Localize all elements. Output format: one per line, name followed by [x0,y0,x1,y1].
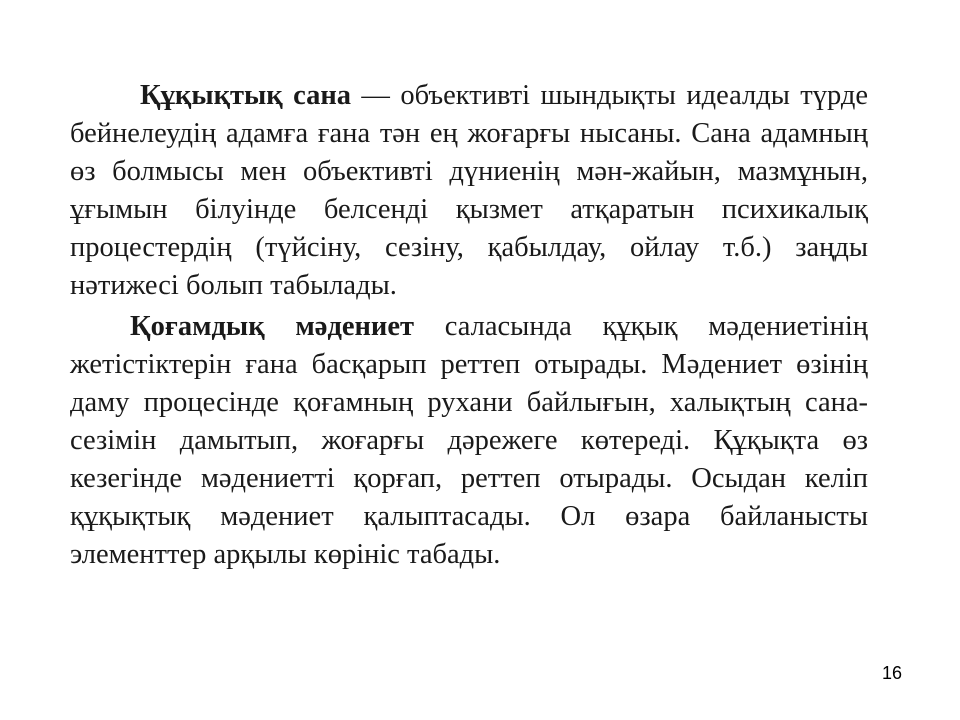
page-number: 16 [881,663,902,683]
paragraph-text: — объективті шындықты идеалды түрде бейнелеудің адамға ғана тән ең жоғарғы нысаны. Сана адамның өз болмысы мен объективті дүниенің мән-жайын, мазмұнын, ұғымын білуінде белсенді қызмет атқаратын психикалық процестердің (түйсіну, сезіну, қабылдау, ойлау т.б.) заңды нәтижесі болып табылады. [70,80,868,301]
paragraph-social-culture [70,308,868,574]
term-social-culture: Қоғамдық мәдениет [130,311,414,342]
paragraph-legal-consciousness [70,77,868,305]
term-legal-consciousness: Құқықтық сана [140,80,352,111]
text-body [70,77,868,574]
paragraph-text: саласында құқық мәдениетінің жетістіктерін ғана басқарып реттеп отырады. Мәдениет өзінің даму процесінде қоғамның рухани байлығын, халықтың сана-сезімін дамытып, жоғарғы дәрежеге көтереді. Құқықта өз кезегінде мәдениетті қорғап, реттеп отырады. Осыдан келіп құқықтық мәдениет қалыптасады. Ол өзара байланысты элементтер арқылы көрініс табады. [70,311,868,570]
